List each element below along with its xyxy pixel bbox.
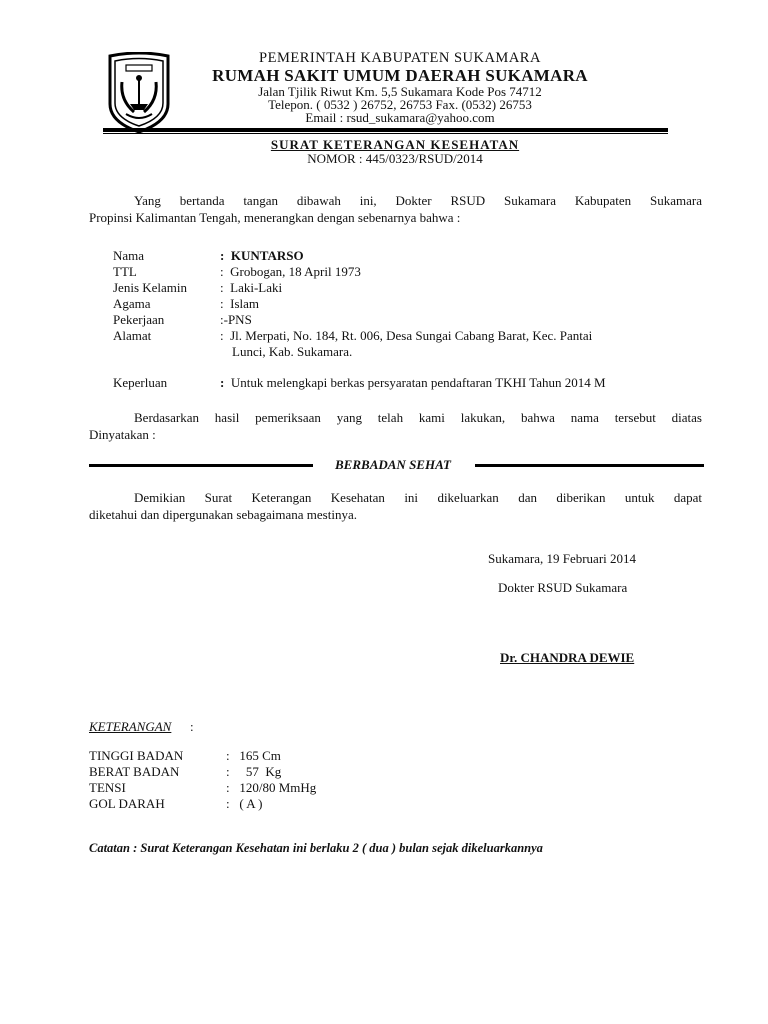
signatory-name: Dr. CHANDRA DEWIE — [500, 650, 635, 665]
gender: Laki-Laki — [230, 280, 283, 295]
identity-block — [113, 248, 673, 378]
address-line-1: Jl. Merpati, No. 184, Rt. 006, Desa Sungai Cabang Barat, Kec. Pantai — [230, 328, 593, 343]
header-line-email: Email : rsud_sukamara@yahoo.com — [305, 110, 495, 125]
birth-place-date: Grobogan, 18 April 1973 — [230, 264, 361, 279]
intro-line-2: Propinsi Kalimantan Tengah, menerangkan dengan sebenarnya bahwa : — [89, 210, 461, 225]
label-nama: Nama — [113, 248, 145, 263]
blood-type: ( A ) — [239, 796, 263, 811]
closing-line-1: Demikian Surat Keterangan Kesehatan ini dikeluarkan dan diberikan untuk dapat — [134, 490, 702, 505]
letterhead-divider — [103, 128, 668, 132]
label-pekerjaan: Pekerjaan — [113, 312, 165, 327]
value-keperluan: : Untuk melengkapi berkas persyaratan pendaftaran TKHI Tahun 2014 M — [220, 375, 606, 390]
result-paragraph — [89, 409, 702, 443]
intro-paragraph — [89, 192, 702, 226]
document-title: SURAT KETERANGAN KESEHATAN — [270, 137, 520, 152]
header-line-address: Jalan Tjilik Riwut Km. 5,5 Sukamara Kode Pos 74712 — [258, 84, 542, 99]
weight: 57 Kg — [239, 764, 282, 779]
label-tinggi-badan: TINGGI BADAN — [89, 748, 184, 763]
result-line-1: Berdasarkan hasil pemeriksaan yang telah kami lakukan, bahwa nama tersebut diatas — [134, 410, 702, 425]
religion: Islam — [230, 296, 260, 311]
label-ttl: TTL — [113, 264, 137, 279]
label-alamat: Alamat — [113, 328, 152, 343]
value-alamat: : Jl. Merpati, No. 184, Rt. 006, Desa Sungai Cabang Barat, Kec. Pantai — [220, 328, 593, 343]
keperluan-row — [113, 375, 683, 391]
label-berat-badan: BERAT BADAN — [89, 764, 180, 779]
validity-note: Catatan : Surat Keterangan Kesehatan ini berlaku 2 ( dua ) bulan sejak dikeluarkannya — [89, 841, 543, 855]
occupation: -PNS — [223, 312, 252, 327]
header-line-hospital: RUMAH SAKIT UMUM DAERAH SUKAMARA — [212, 66, 588, 85]
label-tensi: TENSI — [89, 780, 126, 795]
label-agama: Agama — [113, 296, 151, 311]
keterangan-heading-colon: : — [190, 719, 194, 734]
value-nama: : KUNTARSO — [220, 248, 304, 263]
purpose: Untuk melengkapi berkas persyaratan pendaftaran TKHI Tahun 2014 M — [230, 375, 606, 390]
value-tensi: : 120/80 MmHg — [226, 780, 317, 795]
status-line-left — [89, 464, 313, 467]
blood-pressure: 120/80 MmHg — [239, 780, 317, 795]
letterhead-divider-thin — [103, 133, 668, 134]
keterangan-heading: KETERANGAN — [89, 719, 172, 734]
value-agama: : Islam — [220, 296, 260, 311]
document-number: NOMOR : 445/0323/RSUD/2014 — [307, 151, 483, 166]
health-status: BERBADAN SEHAT — [335, 457, 451, 472]
value-tinggi-badan: : 165 Cm — [226, 748, 281, 763]
signature-role: Dokter RSUD Sukamara — [498, 580, 628, 595]
label-jenis-kelamin: Jenis Kelamin — [113, 280, 188, 295]
header-line-government: PEMERINTAH KABUPATEN SUKAMARA — [259, 50, 541, 66]
value-berat-badan: : 57 Kg — [226, 764, 282, 779]
address-line-2: Lunci, Kab. Sukamara. — [232, 344, 353, 359]
status-line-right — [475, 464, 704, 467]
value-pekerjaan: :-PNS — [220, 312, 252, 327]
label-keperluan: Keperluan — [113, 375, 168, 390]
height: 165 Cm — [239, 748, 281, 763]
intro-line-1: Yang bertanda tangan dibawah ini, Dokter RSUD Sukamara Kabupaten Sukamara — [134, 193, 702, 208]
header-line-phone: Telepon. ( 0532 ) 26752, 26753 Fax. (0532) 26753 — [268, 97, 532, 112]
value-ttl: : Grobogan, 18 April 1973 — [220, 264, 361, 279]
closing-line-2: diketahui dan dipergunakan sebagaimana mestinya. — [89, 507, 357, 522]
measurements-block — [89, 748, 489, 818]
label-gol-darah: GOL DARAH — [89, 796, 165, 811]
patient-name: KUNTARSO — [230, 248, 304, 263]
signature-place-date: Sukamara, 19 Februari 2014 — [488, 551, 637, 566]
regency-logo — [104, 52, 174, 134]
closing-paragraph — [89, 489, 702, 523]
value-jenis-kelamin: : Laki-Laki — [220, 280, 283, 295]
value-gol-darah: : ( A ) — [226, 796, 263, 811]
result-line-2: Dinyatakan : — [89, 427, 156, 442]
